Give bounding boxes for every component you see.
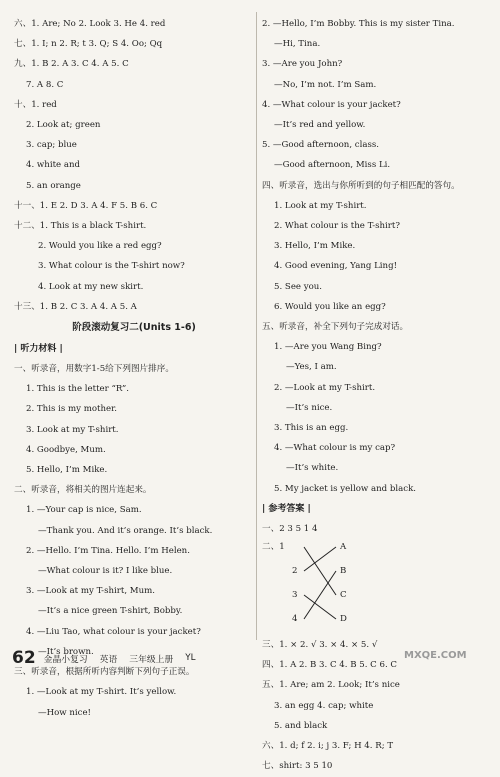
text-line: 2. —Look at my T-shirt. (274, 382, 376, 393)
text-line: 七、1. I; n 2. R; t 3. Q; S 4. Oo; Qq (14, 39, 163, 50)
text-line: 3. Hello, I’m Mike. (274, 241, 356, 252)
answer-list-top (14, 14, 254, 317)
subject: 英语 (99, 654, 118, 665)
text-line: 2. This is my mother. (26, 404, 118, 415)
brand-name: 金晶小复习 (43, 654, 88, 665)
text-line: —No, I’m not. I’m Sam. (274, 79, 377, 90)
match-line-1 (304, 547, 336, 595)
text-line: —What colour is it? I like blue. (38, 566, 173, 577)
text-line: 十、1. red (14, 99, 57, 110)
text-line: 五、1. Are; am 2. Look; It’s nice (262, 680, 400, 691)
text-line: 六、1. d; f 2. i; j 3. F; H 4. R; T (262, 741, 394, 752)
text-line: 3. This is an egg. (274, 423, 349, 434)
text-line: 3. —Are you John? (262, 59, 343, 70)
text-line: 五、听录音，补全下列句子完成对话。 (262, 322, 409, 333)
text-line: 3. cap; blue (26, 140, 77, 151)
text-line: —Good afternoon, Miss Li. (274, 160, 391, 171)
text-line: 7. A 8. C (26, 79, 64, 90)
text-line: 十一、1. E 2. D 3. A 4. F 5. B 6. C (14, 200, 158, 211)
match-line-4 (304, 571, 336, 619)
text-line: 5. an orange (26, 180, 81, 191)
text-line: 3. an egg 4. cap; white (274, 700, 374, 711)
matching-lines (262, 539, 382, 635)
text-line: —It’s white. (286, 463, 339, 474)
listening-material-continued (262, 14, 494, 499)
match-line-3 (304, 595, 336, 619)
text-line: 5. My jacket is yellow and black. (274, 483, 417, 494)
match-num-3: 3 (292, 590, 298, 601)
text-line: —How nice! (38, 707, 91, 718)
text-line: 4. —What colour is my cap? (274, 443, 396, 454)
text-line: 4. Goodbye, Mum. (26, 444, 106, 455)
match-num-2: 2 (292, 566, 298, 577)
text-line: 6. Would you like an egg? (274, 301, 386, 312)
text-line: 六、1. Are; No 2. Look 3. He 4. red (14, 19, 166, 29)
text-line: —Hi, Tina. (274, 39, 321, 50)
text-line: 3. What colour is the T-shirt now? (38, 261, 185, 272)
text-line: 5. Hello, I’m Mike. (26, 465, 108, 476)
match-num-1: 二、1 (262, 542, 285, 553)
text-line: 5. —Good afternoon, class. (262, 140, 380, 151)
text-line: 1. Look at my T-shirt. (274, 200, 367, 211)
match-letter-a: A (340, 542, 347, 553)
answer-section-1: 一、2 3 5 1 4 (262, 523, 318, 534)
text-line: 4. Good evening, Yang Ling! (274, 261, 398, 272)
text-line: 2. —Hello, I’m Bobby. This is my sister Tina. (262, 19, 455, 29)
text-line: 2. What colour is the T-shirt? (274, 221, 400, 232)
text-line: 5. and black (274, 720, 328, 731)
match-line-2 (304, 547, 336, 571)
text-line: 1. —Look at my T-shirt. It’s yellow. (26, 687, 177, 698)
text-line: 4. white and (26, 160, 81, 171)
text-line: —Yes, I am. (286, 362, 337, 373)
matching-answer (262, 539, 494, 635)
text-line: 四、听录音，选出与你所听到的句子相匹配的答句。 (262, 180, 460, 191)
text-line: 三、听录音，根据所听内容判断下列句子正误。 (14, 667, 195, 678)
text-line: —It’s nice. (286, 402, 333, 413)
text-line: 3. Look at my T-shirt. (26, 424, 119, 435)
match-num-4: 4 (292, 614, 298, 625)
text-line: 1. This is the letter “R”. (26, 384, 129, 395)
text-line: 2. Look at; green (26, 120, 101, 131)
text-line: 4. —What colour is your jacket? (262, 99, 401, 110)
listening-header: | 听力材料 | (14, 344, 63, 355)
text-line: —It’s red and yellow. (274, 120, 366, 131)
text-line: 2. Would you like a red egg? (38, 241, 162, 252)
section-title: 阶段滚动复习二(Units 1-6) (72, 322, 196, 334)
edition: YL (185, 653, 196, 663)
text-line: 九、1. B 2. A 3. C 4. A 5. C (14, 59, 129, 70)
watermark-text: MXQE.COM (404, 650, 467, 661)
text-line: 4. Look at my new skirt. (38, 281, 144, 292)
text-line: 2. —Hello. I’m Tina. Hello. I’m Helen. (26, 545, 190, 556)
text-line: —Thank you. And it’s orange. It’s black. (38, 525, 213, 536)
column-divider (256, 12, 257, 640)
text-line: 4. —Liu Tao, what colour is your jacket? (26, 626, 201, 637)
text-line: 一、听录音，用数字1-5给下列图片排序。 (14, 364, 174, 375)
text-line: 三、1. × 2. √ 3. × 4. × 5. √ (262, 640, 378, 651)
text-line: 七、shirt: 3 5 10 (262, 761, 333, 772)
text-line: —It’s a nice green T-shirt, Bobby. (38, 606, 183, 617)
grade: 三年级上册 (129, 654, 174, 665)
text-line: 十三、1. B 2. C 3. A 4. A 5. A (14, 301, 137, 312)
page-number: 62 (12, 648, 36, 668)
text-line: —It’s brown. (38, 646, 94, 657)
match-letter-b: B (340, 566, 347, 577)
text-line: 二、听录音，将相关的图片连起来。 (14, 485, 152, 496)
answers-header: | 参考答案 | (262, 503, 311, 514)
text-line: 四、1. A 2. B 3. C 4. B 5. C 6. C (262, 660, 397, 671)
text-line: 十二、1. This is a black T-shirt. (14, 221, 147, 232)
text-line: 3. —Look at my T-shirt, Mum. (26, 586, 156, 597)
text-line: 5. See you. (274, 281, 323, 292)
text-line: 1. —Your cap is nice, Sam. (26, 505, 142, 516)
match-letter-d: D (340, 614, 347, 625)
left-column (14, 14, 254, 723)
text-line: 1. —Are you Wang Bing? (274, 342, 382, 353)
match-letter-c: C (340, 590, 347, 601)
